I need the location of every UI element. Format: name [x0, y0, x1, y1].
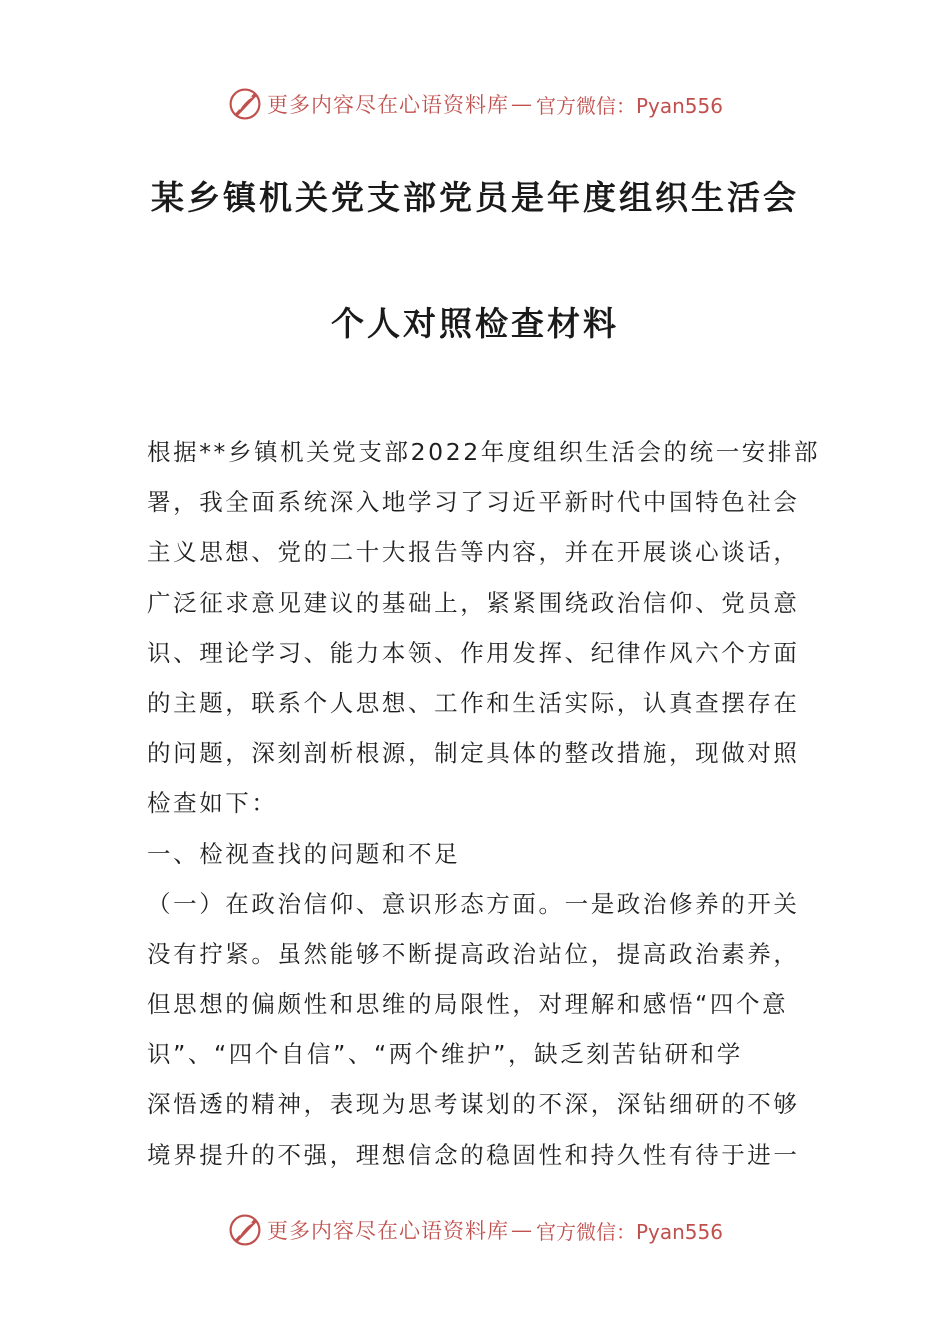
watermark-separator: — [510, 92, 532, 116]
body-line: 的问题，深刻剖析根源，制定具体的整改措施，现做对照 [147, 739, 800, 768]
quill-logo-icon [227, 1212, 263, 1248]
watermark-header [0, 84, 950, 124]
document-title-line-2: 个人对照检查材料 [331, 304, 619, 343]
section-heading: 一、检视查找的问题和不足 [147, 839, 461, 868]
watermark-wechat: 官方微信：Pyan556 [535, 93, 723, 118]
document-title-line-1: 某乡镇机关党支部党员是年度组织生活会 [151, 178, 799, 217]
body-line: 没有拧紧。虽然能够不断提高政治站位，提高政治素养， [147, 939, 800, 968]
document-body [147, 427, 821, 1180]
body-line: 识”、“四个自信”、“两个维护”，缺乏刻苦钻研和学 [147, 1040, 743, 1069]
body-line: 识、理论学习、能力本领、作用发挥、纪律作风六个方面 [147, 638, 800, 667]
watermark-text: 更多内容尽在心语资料库 [266, 93, 509, 117]
body-line: 的主题，联系个人思想、工作和生活实际，认真查摆存在 [147, 688, 800, 717]
body-line: （一）在政治信仰、意识形态方面。一是政治修养的开关 [147, 889, 800, 918]
watermark-wechat: 官方微信：Pyan556 [535, 1219, 723, 1244]
body-line: 主义思想、党的二十大报告等内容，并在开展谈心谈话， [147, 538, 800, 567]
body-line: 检查如下： [147, 789, 278, 818]
quill-logo-icon [227, 86, 263, 122]
body-line: 深悟透的精神，表现为思考谋划的不深，深钻细研的不够 [147, 1090, 800, 1119]
body-line: 根据**乡镇机关党支部2022年度组织生活会的统一安排部 [147, 438, 821, 466]
watermark-separator: — [510, 1218, 532, 1242]
watermark-text: 更多内容尽在心语资料库 [266, 1219, 509, 1243]
watermark-footer [0, 1210, 950, 1250]
body-line: 但思想的偏颇性和思维的局限性，对理解和感悟“四个意 [147, 990, 789, 1019]
body-line: 广泛征求意见建议的基础上，紧紧围绕政治信仰、党员意 [147, 588, 800, 617]
body-line: 境界提升的不强，理想信念的稳固性和持久性有待于进一 [147, 1140, 800, 1169]
body-line: 署，我全面系统深入地学习了习近平新时代中国特色社会 [147, 488, 800, 517]
